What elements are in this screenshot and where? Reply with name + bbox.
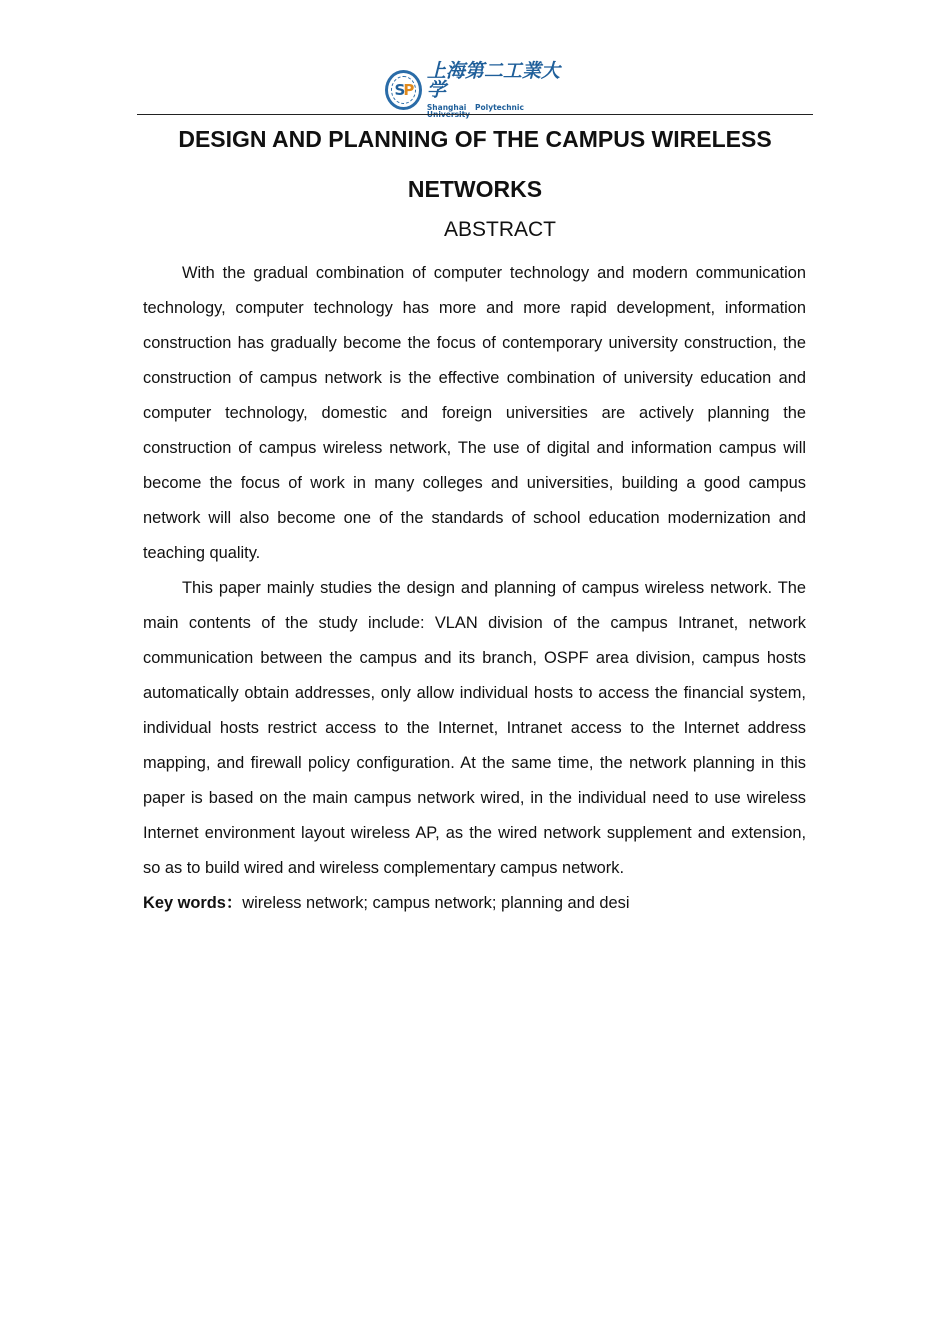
abstract-body <box>143 256 806 921</box>
page-header <box>137 59 813 119</box>
logo-english-name: Shanghai Polytechnic University <box>426 102 524 119</box>
logo-chinese-name: 上海第二工業大学 <box>426 59 560 101</box>
document-title-line-2: NETWORKS <box>407 176 543 202</box>
abstract-paragraph-2: This paper mainly studies the design and planning of campus wireless network. The main contents of the study include: VLAN division of the campus Intranet, network communication between the campus and its branch, OSPF area division, campus hosts automatically obtain addresses, only allow individual hosts to access the financial system, individual hosts restrict access to the Internet, Intranet access to the Internet address mapping, and firewall policy configuration. At the same time, the network planning in this paper is based on the main campus network wired, in the individual need to use wireless Internet environment layout wireless AP, as the wired network supplement and extension, so as to build wired and wireless complementary campus network. <box>143 579 806 877</box>
keywords-label: Key words： <box>143 894 243 912</box>
document-title-line-1: DESIGN AND PLANNING OF THE CAMPUS WIRELESS <box>178 126 772 152</box>
logo-wordmark <box>426 59 565 119</box>
header-divider <box>137 114 813 115</box>
keywords-value: wireless network; campus network; planning and desi <box>242 894 630 912</box>
university-logo <box>385 59 565 119</box>
university-seal-icon <box>385 70 422 110</box>
abstract-heading: ABSTRACT <box>443 218 556 241</box>
abstract-paragraph-1: With the gradual combination of computer technology and modern communication technology, computer technology has more and more rapid development, information construction has gradually become the focus of contemporary university construction, the construction of campus network is the effective combination of university education and computer technology, domestic and foreign universities are actively planning the construction of campus wireless network, The use of digital and information campus will become the focus of work in many colleges and universities, building a good campus network will also become one of the standards of school education modernization and teaching quality. <box>143 264 806 562</box>
seal-monogram: SP <box>394 81 413 99</box>
keywords-line <box>143 886 806 921</box>
